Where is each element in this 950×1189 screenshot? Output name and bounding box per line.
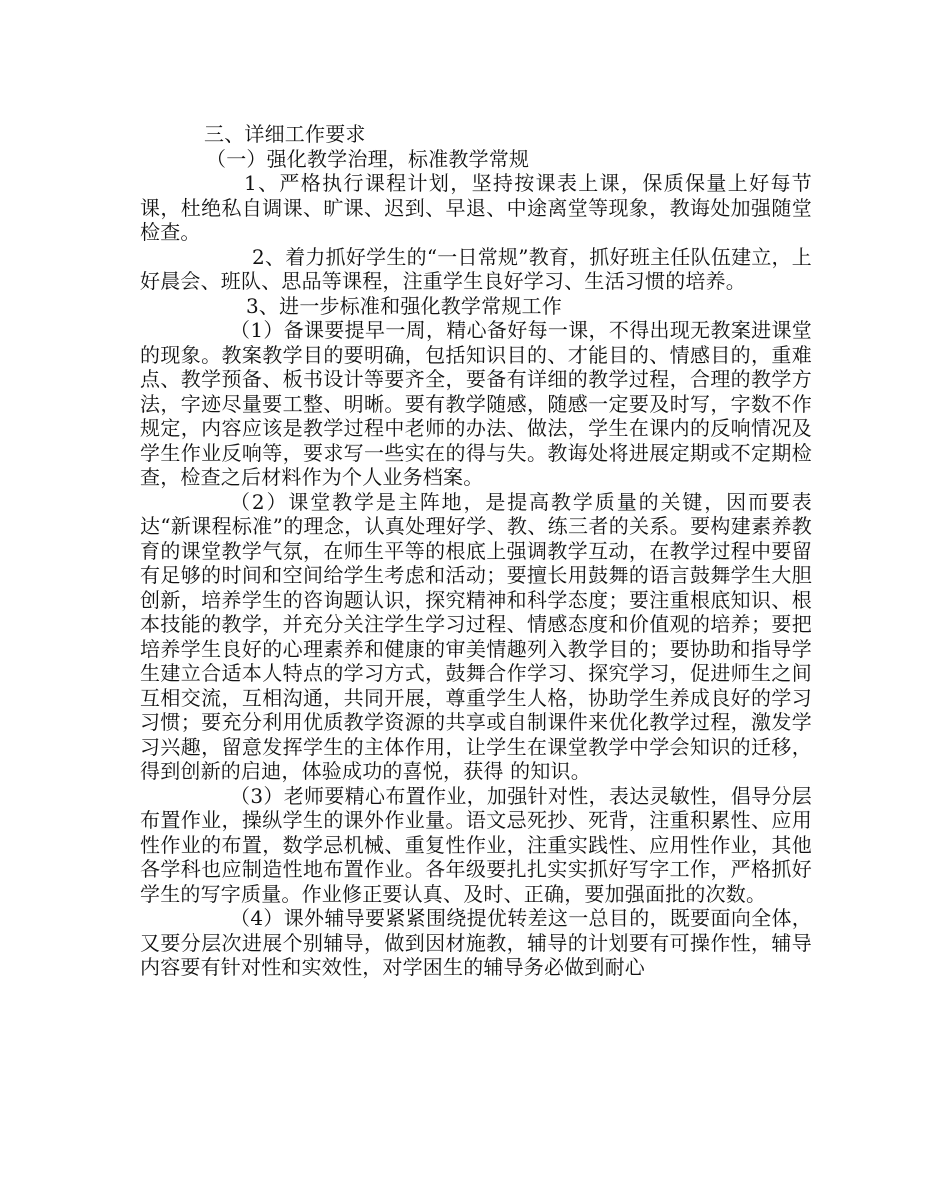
paragraph-3: 3、进一步标准和强化教学常规工作 xyxy=(246,293,562,318)
item-paragraph-4: （4）课外辅导要紧紧围绕提优转差这一总目的，既要面向全体，又要分层次进展个别辅导，做到因材施教，辅导的计划要有可操作性，辅导内容要有针对性和实效性，对学困生的辅导务必做到耐心 xyxy=(140,906,812,979)
item-paragraph-2: （2）课堂教学是主阵地，是提高教学质量的关键，因而要表达“新课程标准”的理念，认真处理好学、教、练三者的关系。要构建素养教育的课堂教学气氛，在师生平等的根底上强调教学互动，在教学过程中要留有足够的时间和空间给学生考虑和活动；要擅长用鼓舞的语言鼓舞学生大胆创新，培养学生的咨询题认识，探究精神和科学态度；要注重根底知识、根本技能的教学，并充分关注学生学习过程、情感态度和价值观的培养；要把培养学生良好的心理素养和健康的审美情趣列入教学目的；要协助和指导学生建立合适本人特点的学习方式，鼓舞合作学习、探究学习，促进师生之间互相交流，互相沟通，共同开展，尊重学生人格，协助学生养成良好的学习习惯；要充分利用优质教学资源的共享或自制课件来优化教学过程，激发学习兴趣，留意发挥学生的主体作用，让学生在课堂教学中学会知识的迁移，得到创新的启迪，体验成功的喜悦，获得 的知识。 xyxy=(140,489,812,783)
item-paragraph-3: （3）老师要精心布置作业，加强针对性，表达灵敏性，倡导分层布置作业，操纵学生的课外作业量。语文忌死抄、死背，注重积累性、应用性作业的布置，数学忌机械、重复性作业，注重实践性、应用性作业，其他各学科也应制造性地布置作业。各年级要扎扎实实抓好写字工作，严格抓好学生的写字质量。作业修正要认真、及时、正确，要加强面批的次数。 xyxy=(140,783,812,906)
item-paragraph-1: （1）备课要提早一周，精心备好每一课，不得出现无教案进课堂的现象。教案教学目的要明确，包括知识目的、才能目的、情感目的，重难点、教学预备、板书设计等要齐全，要备有详细的教学过程，合理的教学方法，字迹尽量要工整、明晰。要有教学随感，随感一定要及时写，字数不作规定，内容应该是教学过程中老师的办法、做法，学生在课内的反响情况及学生作业反响等，要求写一些实在的得与失。教诲处将进展定期或不定期检查，检查之后材料作为个人业务档案。 xyxy=(140,318,812,489)
document-body xyxy=(140,122,812,980)
section-heading: 三、详细工作要求 xyxy=(204,122,366,146)
subsection-heading: （一）强化教学治理，标准教学常规 xyxy=(206,146,530,171)
paragraph-1: 1、严格执行课程计划，坚持按课表上课，保质保量上好每节课，杜绝私自调课、旷课、迟到、早退、中途离堂等现象，教诲处加强随堂检查。 xyxy=(140,171,812,244)
paragraph-2: 2、着力抓好学生的“一日常规”教育，抓好班主任队伍建立，上好晨会、班队、思品等课程，注重学生良好学习、生活习惯的培养。 xyxy=(140,244,812,293)
